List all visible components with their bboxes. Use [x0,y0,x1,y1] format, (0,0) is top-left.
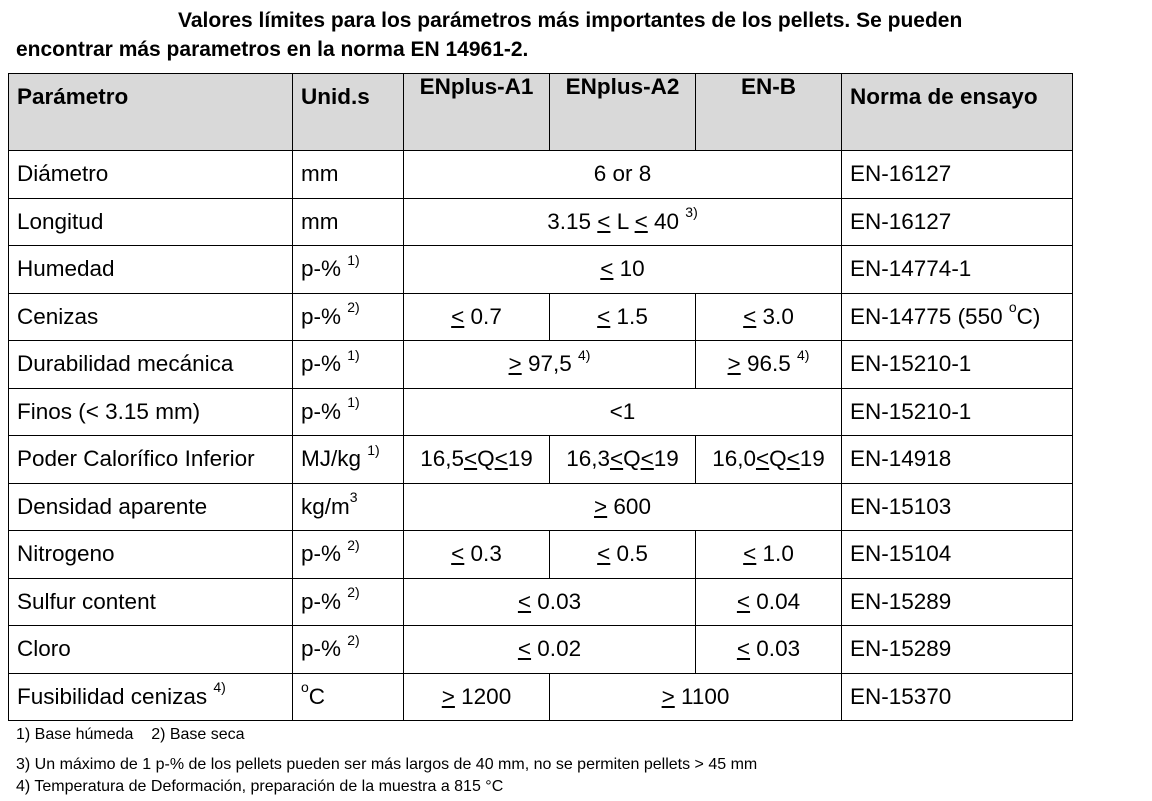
norma-cell: EN-15289 [842,578,1073,626]
table-row [9,388,1073,436]
param-cell: Longitud [9,198,293,246]
table-row [9,483,1073,531]
norma-cell: EN-14775 (550 $^o$C) [842,293,1073,341]
norma-cell: EN-14774-1 [842,246,1073,294]
value-cell: <1 [404,388,842,436]
value-cell-a1: < 0.7 [404,293,550,341]
unit-cell: MJ/kg $^{1)}$ [293,436,404,484]
norma-cell: EN-14918 [842,436,1073,484]
value-cell-a2-b: > 1100 [550,673,842,721]
value-cell-b: < 0.04 [696,578,842,626]
value-cell-b: < 0.03 [696,626,842,674]
norma-cell: EN-15104 [842,531,1073,579]
pellet-limits-table [8,73,1073,721]
unit-cell: p-% $^{2)}$ [293,578,404,626]
param-cell: Densidad aparente [9,483,293,531]
value-cell-a1: 16,5<Q<19 [404,436,550,484]
param-cell: Nitrogeno [9,531,293,579]
document-title [16,6,1136,64]
value-cell: < 10 [404,246,842,294]
footnote-3: 3) Un máximo de 1 p-% de los pellets pueden ser más largos de 40 mm, no se permiten pellets > 45 mm [16,756,758,773]
norma-cell: EN-16127 [842,151,1073,199]
value-cell-a: < 0.03 [404,578,696,626]
norma-cell: EN-15103 [842,483,1073,531]
unit-cell: p-% $^{1)}$ [293,246,404,294]
table-row [9,436,1073,484]
value-cell-b: < 1.0 [696,531,842,579]
param-cell: Diámetro [9,151,293,199]
value-cell-a2: < 0.5 [550,531,696,579]
header-unidades: Unid.s [293,74,404,151]
value-cell: 6 or 8 [404,151,842,199]
unit-cell: $^o$C [293,673,404,721]
param-cell: Finos (< 3.15 mm) [9,388,293,436]
table-row [9,293,1073,341]
footnotes [16,724,757,798]
value-cell-b: 16,0<Q<19 [696,436,842,484]
title-line-1: Valores límites para los parámetros más importantes de los pellets. Se pueden [178,9,963,32]
param-cell: Humedad [9,246,293,294]
value-cell-a: < 0.02 [404,626,696,674]
norma-cell: EN-15289 [842,626,1073,674]
table-row [9,531,1073,579]
table-row [9,673,1073,721]
param-cell: Fusibilidad cenizas $^{4)}$ [9,673,293,721]
footnote-4: 4) Temperatura de Deformación, preparación de la muestra a 815 °C [16,778,504,795]
unit-cell: p-% $^{2)}$ [293,626,404,674]
table-row [9,578,1073,626]
value-cell-b: < 3.0 [696,293,842,341]
norma-cell: EN-15210-1 [842,341,1073,389]
param-cell: Poder Calorífico Inferior [9,436,293,484]
table-header-row [9,74,1073,151]
unit-cell: p-% $^{2)}$ [293,531,404,579]
param-cell: Cenizas [9,293,293,341]
unit-cell: $kg/m^3$ [293,483,404,531]
footnote-1-2: 1) Base húmeda 2) Base seca [16,726,245,743]
unit-cell: p-% $^{1)}$ [293,341,404,389]
param-cell: Sulfur content [9,578,293,626]
header-enplus-a1: ENplus-A1 [404,74,550,151]
value-cell-b: > 96.5 $^{4)}$ [696,341,842,389]
param-cell: Durabilidad mecánica [9,341,293,389]
table-row [9,626,1073,674]
value-cell-a1: > 1200 [404,673,550,721]
value-cell: 3.15 < L < 40 $^{3)}$ [404,198,842,246]
norma-cell: EN-15210-1 [842,388,1073,436]
value-cell-a1: < 0.3 [404,531,550,579]
header-norma: Norma de ensayo [842,74,1073,151]
table-row [9,246,1073,294]
unit-cell: p-% $^{2)}$ [293,293,404,341]
header-en-b: EN-B [696,74,842,151]
value-cell-a: > 97,5 $^{4)}$ [404,341,696,389]
table-row [9,198,1073,246]
table-row [9,151,1073,199]
unit-cell: p-% $^{1)}$ [293,388,404,436]
header-parametro: Parámetro [9,74,293,151]
table-row [9,341,1073,389]
param-cell: Cloro [9,626,293,674]
unit-cell: mm [293,198,404,246]
header-enplus-a2: ENplus-A2 [550,74,696,151]
value-cell: > 600 [404,483,842,531]
title-line-2: encontrar más parametros en la norma EN 14961-2. [16,38,529,61]
value-cell-a2: 16,3<Q<19 [550,436,696,484]
norma-cell: EN-15370 [842,673,1073,721]
unit-cell: mm [293,151,404,199]
norma-cell: EN-16127 [842,198,1073,246]
value-cell-a2: < 1.5 [550,293,696,341]
